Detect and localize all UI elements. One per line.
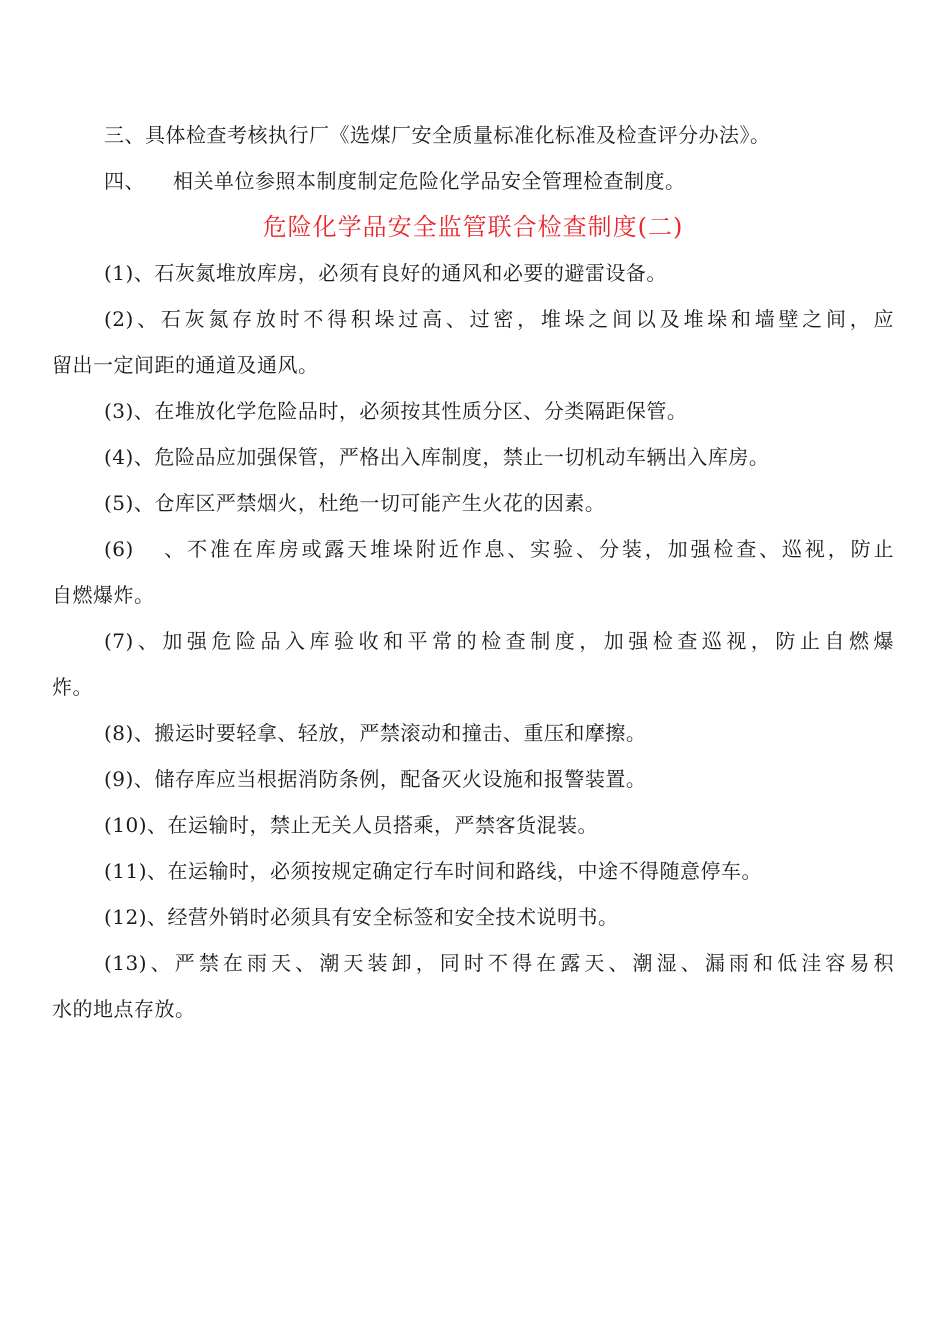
intro-item-4: [52, 158, 894, 204]
rule-6-line-2: 自燃爆炸。: [52, 583, 155, 607]
rule-12: (12)、经营外销时必须具有安全标签和安全技术说明书。: [104, 905, 619, 929]
rule-7-line-1: (7)、加强危险品入库验收和平常的检查制度，加强检查巡视，防止自燃爆: [104, 629, 894, 653]
rule-5: (5)、仓库区严禁烟火，杜绝一切可能产生火花的因素。: [104, 491, 606, 515]
intro-item-3: 三、具体检查考核执行厂《选煤厂安全质量标准化标准及检查评分办法》。: [104, 123, 771, 147]
rule-2-line-1: (2)、石灰氮存放时不得积垛过高、过密，堆垛之间以及堆垛和墙壁之间，应: [104, 307, 894, 331]
rule-3: (3)、在堆放化学危险品时，必须按其性质分区、分类隔距保管。: [104, 399, 688, 423]
rule-13-line-1: (13)、严禁在雨天、潮天装卸，同时不得在露天、潮湿、漏雨和低洼容易积: [104, 951, 894, 975]
rule-9: (9)、储存库应当根据消防条例，配备灭火设施和报警装置。: [104, 767, 647, 791]
rule-6-line-1: [52, 526, 894, 572]
rule-6-text: 、不准在库房或露天堆垛附近作息、实验、分装，加强检查、巡视，防止: [161, 537, 894, 561]
rule-10: (10)、在运输时，禁止无关人员搭乘，严禁客货混装。: [104, 813, 599, 837]
rule-7-line-2: 炸。: [52, 675, 93, 699]
rule-2-line-2: 留出一定间距的通道及通风。: [52, 353, 319, 377]
rule-4: (4)、危险品应加强保管，严格出入库制度，禁止一切机动车辆出入库房。: [104, 445, 770, 469]
intro-item-4-prefix: 四、: [104, 169, 145, 193]
rule-11: (11)、在运输时，必须按规定确定行车时间和路线，中途不得随意停车。: [104, 859, 763, 883]
document-page: [52, 112, 894, 1032]
rule-13-line-2: 水的地点存放。: [52, 997, 196, 1021]
rule-6-prefix: (6): [104, 537, 134, 561]
intro-item-4-text: 相关单位参照本制度制定危险化学品安全管理检查制度。: [173, 169, 686, 193]
rule-1: (1)、石灰氮堆放库房，必须有良好的通风和必要的避雷设备。: [104, 261, 667, 285]
section-title: 危险化学品安全监管联合检查制度(二): [262, 213, 684, 241]
rule-8: (8)、搬运时要轻拿、轻放，严禁滚动和撞击、重压和摩擦。: [104, 721, 647, 745]
